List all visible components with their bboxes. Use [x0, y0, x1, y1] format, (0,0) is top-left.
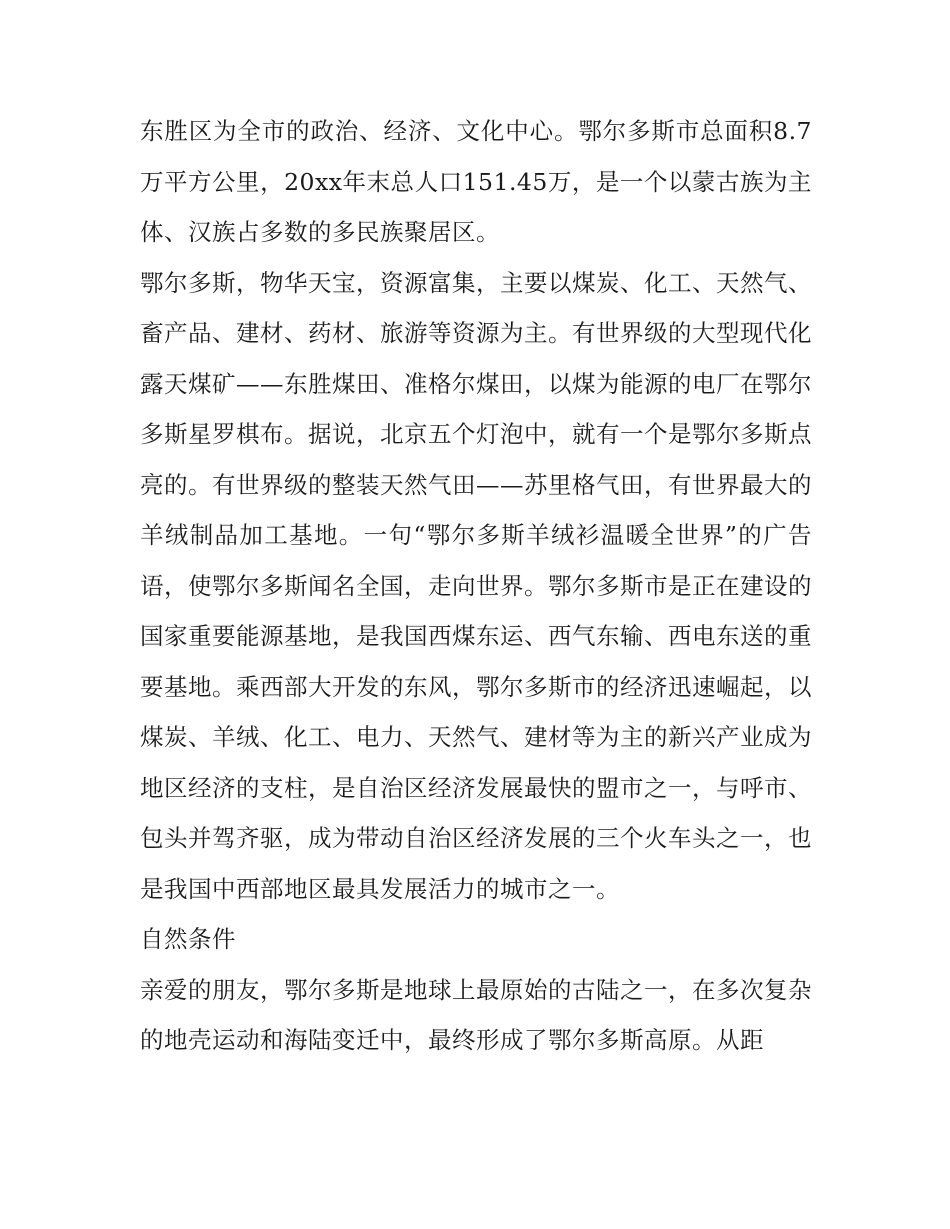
paragraph-geology: 亲爱的朋友，鄂尔多斯是地球上最原始的古陆之一，在多次复杂的地壳运动和海陆变迁中，最终形成了鄂尔多斯高原。从距 [140, 975, 812, 1054]
section-heading-natural-conditions: 自然条件 [140, 925, 236, 953]
paragraph-resources: 鄂尔多斯，物华天宝，资源富集，主要以煤炭、化工、天然气、畜产品、建材、药材、旅游等资源为主。有世界级的大型现代化露天煤矿——东胜煤田、准格尔煤田，以煤为能源的电厂在鄂尔多斯星罗棋布。据说，北京五个灯泡中，就有一个是鄂尔多斯点亮的。有世界级的整装天然气田——苏里格气田，有世界最大的羊绒制品加工基地。一句“鄂尔多斯羊绒衫温暖全世界”的广告语，使鄂尔多斯闻名全国，走向世界。鄂尔多斯市是正在建设的国家重要能源基地，是我国西煤东运、西气东输、西电东送的重要基地。乘西部大开发的东风，鄂尔多斯市的经济迅速崛起，以煤炭、羊绒、化工、电力、天然气、建材等为主的新兴产业成为地区经济的支柱，是自治区经济发展最快的盟市之一，与呼市、包头并驾齐驱，成为带动自治区经济发展的三个火车头之一，也是我国中西部地区最具发展活力的城市之一。 [140, 268, 812, 903]
document-page [140, 106, 812, 1066]
paragraph-population: 东胜区为全市的政治、经济、文化中心。鄂尔多斯市总面积8.7万平方公里，20xx年末总人口151.45万，是一个以蒙古族为主体、汉族占多数的多民族聚居区。 [140, 117, 812, 246]
